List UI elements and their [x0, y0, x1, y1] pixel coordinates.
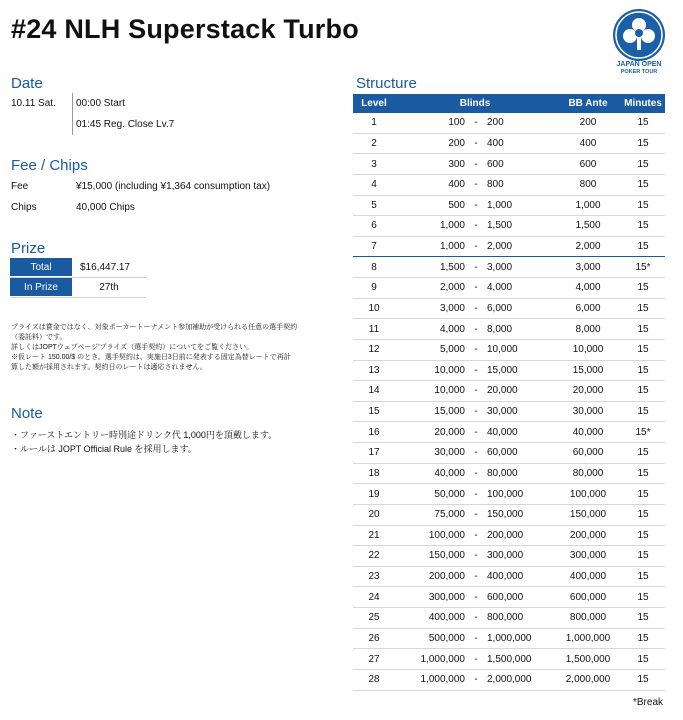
table-row	[353, 546, 665, 567]
level-cell: 10	[368, 302, 380, 314]
big-blind: 20,000	[487, 385, 518, 397]
chips-value: 40,000 Chips	[76, 202, 135, 213]
blinds-dash: -	[474, 364, 478, 376]
level-cell: 24	[368, 591, 380, 603]
blinds-dash: -	[474, 179, 478, 191]
level-cell: 8	[371, 261, 377, 273]
big-blind: 1,000	[487, 199, 513, 211]
minutes-cell: 15	[637, 385, 649, 397]
col-header-blinds: Blinds	[459, 98, 491, 109]
table-row	[353, 422, 665, 443]
big-blind: 40,000	[487, 426, 518, 438]
blinds-cell	[395, 385, 555, 396]
table-row	[353, 319, 665, 340]
structure-header-row	[353, 94, 665, 113]
big-blind: 60,000	[487, 447, 518, 459]
blinds-cell	[395, 447, 555, 458]
date-divider	[72, 93, 73, 135]
fee-label: Fee	[11, 181, 29, 192]
table-row	[353, 113, 665, 134]
fee-value: ¥15,000 (including ¥1,364 consumption tax)	[76, 181, 271, 192]
table-row	[353, 340, 665, 361]
big-blind: 100,000	[487, 488, 524, 500]
minutes-cell: 15	[637, 488, 649, 500]
chips-label: Chips	[11, 202, 37, 213]
level-cell: 26	[368, 632, 380, 644]
blinds-cell	[395, 324, 555, 335]
small-blind: 5,000	[439, 344, 465, 356]
col-header-bb-ante: BB Ante	[568, 98, 608, 109]
blinds-cell	[395, 530, 555, 541]
bb-ante-cell: 30,000	[572, 406, 604, 418]
minutes-cell: 15	[637, 117, 649, 129]
table-row	[353, 196, 665, 217]
blinds-dash: -	[474, 344, 478, 356]
minutes-cell: 15	[637, 467, 649, 479]
level-cell: 25	[368, 612, 380, 624]
table-row	[353, 587, 665, 608]
blinds-dash: -	[474, 529, 478, 541]
logo-text-line1: JAPAN OPEN	[616, 61, 662, 68]
blinds-dash: -	[474, 591, 478, 603]
blinds-cell	[395, 200, 555, 211]
big-blind: 600,000	[487, 591, 524, 603]
table-row	[353, 629, 665, 650]
fee-heading: Fee / Chips	[11, 157, 88, 174]
minutes-cell: 15	[637, 447, 649, 459]
note-list	[11, 428, 277, 456]
note-heading: Note	[11, 405, 43, 422]
bb-ante-cell: 3,000	[575, 261, 601, 273]
blinds-cell	[395, 179, 555, 190]
blinds-dash: -	[474, 447, 478, 459]
blinds-cell	[395, 282, 555, 293]
page-title: #24 NLH Superstack Turbo	[11, 14, 359, 44]
big-blind: 1,000,000	[487, 632, 532, 644]
table-row	[353, 237, 665, 258]
bb-ante-cell: 300,000	[569, 550, 607, 562]
big-blind: 15,000	[487, 364, 518, 376]
small-blind: 500,000	[428, 632, 465, 644]
level-cell: 1	[371, 117, 377, 129]
blinds-cell	[395, 303, 555, 314]
blinds-cell	[395, 571, 555, 582]
blinds-dash: -	[474, 653, 478, 665]
small-blind: 500	[448, 199, 465, 211]
structure-table	[353, 94, 665, 691]
blinds-cell	[395, 117, 555, 128]
minutes-cell: 15	[637, 137, 649, 149]
bb-ante-cell: 200	[579, 117, 597, 129]
prize-total-label: Total	[10, 258, 72, 277]
bb-ante-cell: 60,000	[572, 447, 604, 459]
small-blind: 400,000	[428, 612, 465, 624]
bb-ante-cell: 800,000	[569, 612, 607, 624]
level-cell: 21	[368, 529, 380, 541]
blinds-dash: -	[474, 199, 478, 211]
small-blind: 1,500	[439, 261, 465, 273]
blinds-cell	[395, 159, 555, 170]
bb-ante-cell: 400	[579, 137, 597, 149]
bb-ante-cell: 600,000	[569, 591, 607, 603]
small-blind: 50,000	[434, 488, 465, 500]
prize-inprize-value: 27th	[99, 282, 119, 293]
prize-total-value: $16,447.17	[80, 262, 131, 273]
table-row	[353, 526, 665, 547]
table-row	[353, 134, 665, 155]
blinds-cell	[395, 509, 555, 520]
minutes-cell: 15	[637, 344, 649, 356]
level-cell: 17	[368, 447, 380, 459]
big-blind: 2,000	[487, 241, 513, 253]
big-blind: 80,000	[487, 467, 518, 479]
small-blind: 300	[448, 158, 465, 170]
bb-ante-cell: 6,000	[575, 302, 601, 314]
minutes-cell: 15*	[635, 261, 651, 273]
level-cell: 2	[371, 137, 377, 149]
disclaimer-line: （委託料）です。	[11, 334, 67, 341]
date-day: 10.11 Sat.	[11, 98, 56, 109]
level-cell: 7	[371, 241, 377, 253]
bb-ante-cell: 1,000	[575, 199, 601, 211]
small-blind: 3,000	[439, 302, 465, 314]
blinds-cell	[395, 241, 555, 252]
big-blind: 400	[487, 137, 504, 149]
level-cell: 27	[368, 653, 380, 665]
minutes-cell: 15	[637, 612, 649, 624]
big-blind: 30,000	[487, 406, 518, 418]
blinds-dash: -	[474, 385, 478, 397]
small-blind: 100,000	[428, 529, 465, 541]
table-row	[353, 154, 665, 175]
level-cell: 22	[368, 550, 380, 562]
blinds-dash: -	[474, 241, 478, 253]
small-blind: 1,000,000	[420, 674, 465, 686]
blinds-dash: -	[474, 426, 478, 438]
level-cell: 19	[368, 488, 380, 500]
blinds-cell	[395, 654, 555, 665]
minutes-cell: 15	[637, 406, 649, 418]
small-blind: 40,000	[434, 467, 465, 479]
bb-ante-cell: 400,000	[569, 571, 607, 583]
big-blind: 3,000	[487, 261, 513, 273]
level-cell: 11	[368, 323, 380, 335]
disclaimer-line: 詳しくはJOPTウェブページ'プライズ（選手契約）についてをご覧ください。	[11, 344, 254, 351]
table-row	[353, 608, 665, 629]
big-blind: 150,000	[487, 509, 524, 521]
level-cell: 5	[371, 199, 377, 211]
prize-inprize-label: In Prize	[10, 278, 72, 297]
prize-table	[10, 258, 146, 298]
prize-disclaimer	[11, 323, 351, 373]
blinds-dash: -	[474, 632, 478, 644]
bb-ante-cell: 1,500,000	[565, 653, 611, 665]
blinds-dash: -	[474, 612, 478, 624]
table-row	[353, 484, 665, 505]
note-line: ・ルールは JOPT Official Rule を採用します。	[11, 444, 197, 454]
small-blind: 100	[448, 117, 465, 129]
table-row	[353, 505, 665, 526]
date-reg-close: 01:45 Reg. Close Lv.7	[76, 119, 175, 130]
blinds-cell	[395, 674, 555, 685]
table-row	[353, 649, 665, 670]
small-blind: 300,000	[428, 591, 465, 603]
minutes-cell: 15	[637, 591, 649, 603]
level-cell: 18	[368, 467, 380, 479]
blinds-cell	[395, 612, 555, 623]
note-line: ・ファーストエントリー時別途ドリンク代 1,000円を頂戴します。	[11, 430, 278, 440]
blinds-dash: -	[474, 406, 478, 418]
bb-ante-cell: 600	[579, 158, 597, 170]
disclaimer-line: 算した額が採用されます。契約日のレートは適応されません。	[11, 364, 207, 371]
big-blind: 1,500,000	[487, 653, 532, 665]
small-blind: 10,000	[434, 385, 465, 397]
level-cell: 20	[368, 509, 380, 521]
minutes-cell: 15*	[635, 426, 651, 438]
minutes-cell: 15	[637, 509, 649, 521]
bb-ante-cell: 8,000	[575, 323, 601, 335]
minutes-cell: 15	[637, 632, 649, 644]
big-blind: 1,500	[487, 220, 513, 232]
small-blind: 200,000	[428, 571, 465, 583]
bb-ante-cell: 80,000	[572, 467, 604, 479]
col-header-minutes: Minutes	[624, 98, 662, 109]
small-blind: 10,000	[434, 364, 465, 376]
big-blind: 400,000	[487, 571, 524, 583]
big-blind: 4,000	[487, 282, 513, 294]
big-blind: 600	[487, 158, 504, 170]
blinds-dash: -	[474, 509, 478, 521]
big-blind: 6,000	[487, 302, 513, 314]
blinds-dash: -	[474, 261, 478, 273]
table-row	[353, 567, 665, 588]
table-row	[353, 381, 665, 402]
blinds-dash: -	[474, 220, 478, 232]
level-cell: 14	[368, 385, 380, 397]
big-blind: 8,000	[487, 323, 513, 335]
table-row	[353, 299, 665, 320]
minutes-cell: 15	[637, 653, 649, 665]
small-blind: 400	[448, 179, 465, 191]
big-blind: 200,000	[487, 529, 524, 541]
col-header-level: Level	[361, 98, 387, 109]
small-blind: 15,000	[434, 406, 465, 418]
bb-ante-cell: 2,000	[575, 241, 601, 253]
blinds-cell	[395, 427, 555, 438]
table-row	[353, 443, 665, 464]
big-blind: 10,000	[487, 344, 518, 356]
minutes-cell: 15	[637, 241, 649, 253]
bb-ante-cell: 10,000	[572, 344, 604, 356]
bb-ante-cell: 100,000	[569, 488, 607, 500]
minutes-cell: 15	[637, 364, 649, 376]
logo-text-line2: POKER TOUR	[620, 69, 658, 75]
blinds-cell	[395, 633, 555, 644]
minutes-cell: 15	[637, 302, 649, 314]
blinds-cell	[395, 220, 555, 231]
bb-ante-cell: 20,000	[572, 385, 604, 397]
level-cell: 4	[371, 179, 377, 191]
minutes-cell: 15	[637, 179, 649, 191]
level-cell: 9	[371, 282, 377, 294]
blinds-cell	[395, 138, 555, 149]
break-note: *Break	[632, 697, 663, 708]
prize-inprize-row	[10, 278, 146, 298]
blinds-dash: -	[474, 117, 478, 129]
blinds-dash: -	[474, 323, 478, 335]
prize-total-row	[10, 258, 146, 278]
table-row	[353, 402, 665, 423]
blinds-cell	[395, 406, 555, 417]
small-blind: 75,000	[434, 509, 465, 521]
small-blind: 1,000	[439, 241, 465, 253]
minutes-cell: 15	[637, 571, 649, 583]
small-blind: 200	[448, 137, 465, 149]
level-cell: 12	[368, 344, 380, 356]
bb-ante-cell: 1,000,000	[565, 632, 611, 644]
bb-ante-cell: 40,000	[572, 426, 604, 438]
blinds-dash: -	[474, 488, 478, 500]
bb-ante-cell: 2,000,000	[565, 674, 611, 686]
prize-heading: Prize	[11, 240, 46, 257]
table-row	[353, 216, 665, 237]
minutes-cell: 15	[637, 199, 649, 211]
structure-body	[353, 113, 665, 691]
table-row	[353, 175, 665, 196]
bb-ante-cell: 200,000	[569, 529, 607, 541]
small-blind: 1,000,000	[420, 653, 465, 665]
table-row	[353, 361, 665, 382]
minutes-cell: 15	[637, 282, 649, 294]
blinds-cell	[395, 592, 555, 603]
bb-ante-cell: 1,500	[575, 220, 601, 232]
blinds-dash: -	[474, 571, 478, 583]
level-cell: 3	[371, 158, 377, 170]
minutes-cell: 15	[637, 220, 649, 232]
minutes-cell: 15	[637, 529, 649, 541]
big-blind: 2,000,000	[487, 674, 532, 686]
blinds-dash: -	[474, 674, 478, 686]
small-blind: 2,000	[439, 282, 465, 294]
blinds-cell	[395, 550, 555, 561]
small-blind: 1,000	[439, 220, 465, 232]
minutes-cell: 15	[637, 674, 649, 686]
blinds-dash: -	[474, 282, 478, 294]
big-blind: 800,000	[487, 612, 524, 624]
disclaimer-line: プライズは賞金ではなく、対象ポーカートーナメント参加補助が受けられる任意の選手契約	[11, 324, 298, 331]
blinds-cell	[395, 344, 555, 355]
blinds-cell	[395, 468, 555, 479]
bb-ante-cell: 150,000	[569, 509, 607, 521]
date-heading: Date	[11, 75, 43, 92]
table-row	[353, 670, 665, 691]
table-row	[353, 278, 665, 299]
table-row	[353, 464, 665, 485]
minutes-cell: 15	[637, 323, 649, 335]
bb-ante-cell: 15,000	[572, 364, 604, 376]
level-cell: 16	[368, 426, 380, 438]
small-blind: 30,000	[434, 447, 465, 459]
level-cell: 28	[368, 674, 380, 686]
blinds-dash: -	[474, 467, 478, 479]
structure-heading: Structure	[356, 75, 417, 92]
table-row	[353, 257, 665, 278]
small-blind: 4,000	[439, 323, 465, 335]
level-cell: 15	[368, 406, 380, 418]
bb-ante-cell: 800	[579, 179, 597, 191]
jopt-logo	[606, 6, 672, 78]
blinds-dash: -	[474, 550, 478, 562]
blinds-dash: -	[474, 137, 478, 149]
level-cell: 23	[368, 571, 380, 583]
blinds-cell	[395, 489, 555, 500]
small-blind: 20,000	[434, 426, 465, 438]
big-blind: 800	[487, 179, 504, 191]
minutes-cell: 15	[637, 550, 649, 562]
blinds-dash: -	[474, 302, 478, 314]
bb-ante-cell: 4,000	[575, 282, 601, 294]
big-blind: 300,000	[487, 550, 524, 562]
minutes-cell: 15	[637, 158, 649, 170]
level-cell: 6	[371, 220, 377, 232]
level-cell: 13	[368, 364, 380, 376]
blinds-dash: -	[474, 158, 478, 170]
blinds-cell	[395, 262, 555, 273]
disclaimer-line: ※仮レート 150.00/$ のとき。選手契約は、実施日3日前に発表する固定為替レートで再計	[11, 354, 291, 361]
clover-logo-icon	[606, 6, 672, 62]
date-start: 00:00 Start	[76, 98, 125, 109]
small-blind: 150,000	[428, 550, 465, 562]
big-blind: 200	[487, 117, 504, 129]
blinds-cell	[395, 365, 555, 376]
